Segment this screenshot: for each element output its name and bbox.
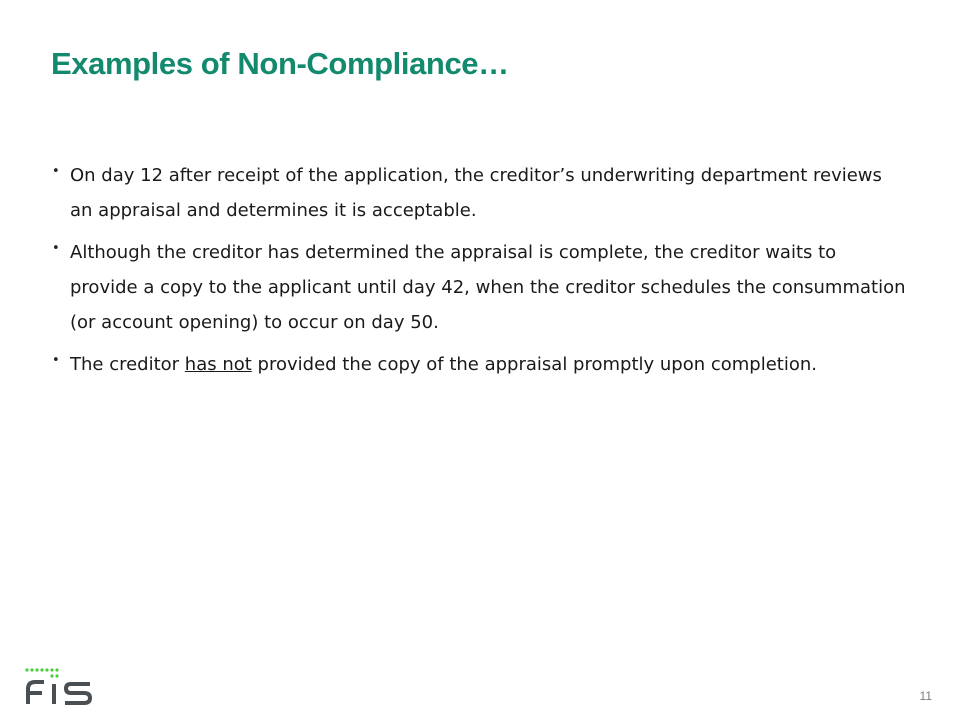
emphasis-underlined: has not (184, 354, 252, 375)
fis-logo-icon (24, 667, 96, 707)
bullet-dot-icon: • (52, 241, 60, 256)
bullet-item (48, 158, 908, 228)
page-number: 11 (919, 689, 932, 703)
slide-title: Examples of Non-Compliance… (51, 46, 509, 81)
bullet-dot-icon: • (52, 164, 60, 179)
bullet-text (70, 347, 908, 382)
bullet-text: Although the creditor has determined the appraisal is complete, the creditor waits to provide a copy to the applicant until day 42, when the creditor schedules the consummation (or account opening) to occur on day 50. (70, 242, 906, 333)
bullet-text-tail: provided the copy of the appraisal promptly upon completion. (251, 354, 817, 375)
logo-dots (25, 668, 58, 677)
bullet-item (48, 235, 908, 340)
bullet-text-lead: The creditor (70, 354, 185, 375)
bullet-dot-icon: • (52, 353, 60, 368)
bullet-item (48, 347, 908, 382)
bullet-text: On day 12 after receipt of the application, the creditor’s underwriting department reviews an appraisal and determines it is acceptable. (70, 165, 882, 221)
bullet-list (48, 158, 908, 382)
